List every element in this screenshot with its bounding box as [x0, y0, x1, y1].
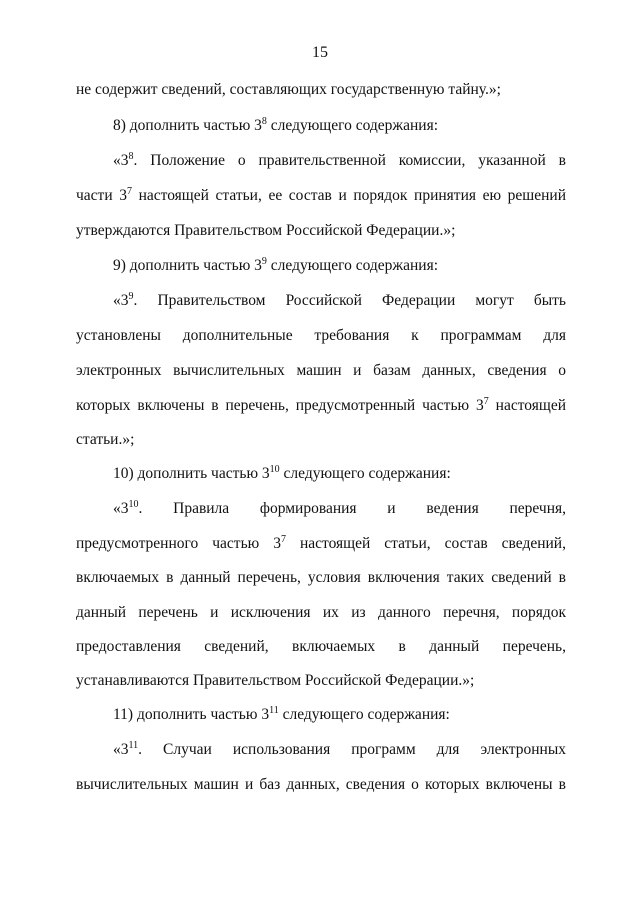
text-line: не содержит сведений, составляющих государственную тайну.»;	[76, 81, 501, 98]
text-line: части $3^7$ настоящей статьи, ее состав и порядок принятия ею решений	[76, 186, 567, 204]
text-line: предоставления сведений, включаемых в данный перечень,	[76, 638, 566, 655]
text-line: вычислительных машин и баз данных, сведения о которых включены в	[76, 776, 566, 793]
text-line: включаемых в данный перечень, условия включения таких сведений в	[76, 569, 566, 586]
text-line: установлены дополнительные требования к программам для	[76, 327, 566, 344]
amendment-item-10: 10) дополнить частью $3^{10}$ следующего содержания:	[113, 464, 451, 482]
text-line: устанавливаются Правительством Российской Федерации.»;	[76, 672, 475, 689]
text-line: данный перечень и исключения их из данного перечня, порядок	[76, 604, 566, 621]
page-number: 15	[312, 44, 328, 61]
text-line: предусмотренного частью $3^7$ настоящей статьи, состав сведений,	[76, 534, 566, 552]
text-line: электронных вычислительных машин и базам данных, сведения о	[76, 362, 566, 379]
text-line: статьи.»;	[76, 431, 135, 448]
text-line: «$3^8$. Положение о правительственной комиссии, указанной в	[113, 151, 566, 169]
text-line: которых включены в перечень, предусмотренный частью $3^7$ настоящей	[76, 396, 566, 414]
amendment-item-11: 11) дополнить частью $3^{11}$ следующего содержания:	[113, 705, 450, 723]
text-line: «$3^{10}$. Правила формирования и ведения перечня,	[113, 499, 566, 517]
amendment-item-8: 8) дополнить частью $3^8$ следующего содержания:	[113, 116, 439, 134]
text-line: утверждаются Правительством Российской Федерации.»;	[76, 222, 456, 239]
amendment-item-9: 9) дополнить частью $3^9$ следующего содержания:	[113, 256, 439, 274]
text-line: «$3^{11}$. Случаи использования программ для электронных	[113, 740, 566, 758]
text-line: «$3^9$. Правительством Российской Федерации могут быть	[113, 291, 566, 309]
